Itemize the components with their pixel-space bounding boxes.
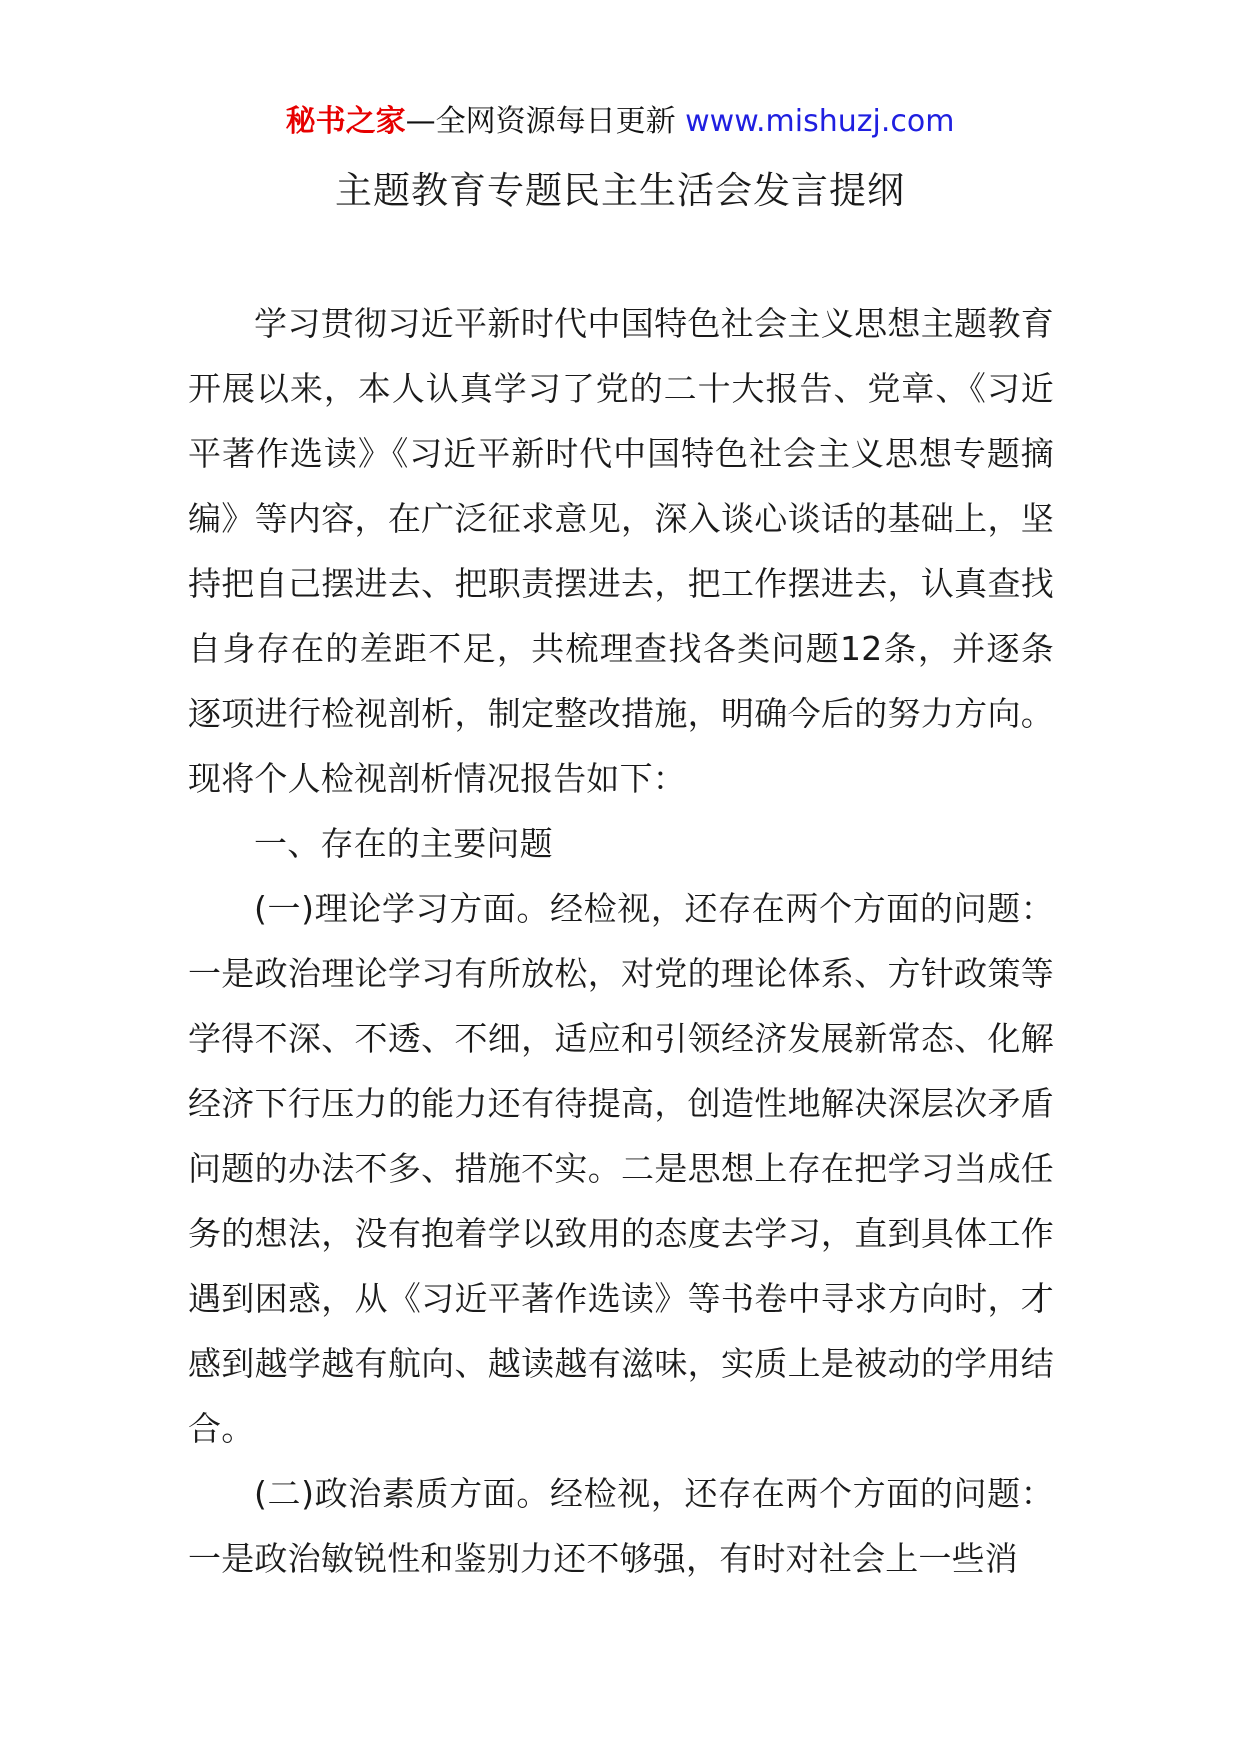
body-paragraph: (一)理论学习方面。经检视，还存在两个方面的问题：一是政治理论学习有所放松，对党的理论体系、方针政策等学得不深、不透、不细，适应和引领经济发展新常态、化解经济下行压力的能力还有待提高，创造性地解决深层次矛盾问题的办法不多、措施不实。二是思想上存在把学习当成任务的想法，没有抱着学以致用的态度去学习，直到具体工作遇到困惑，从《习近平著作选读》等书卷中寻求方向时，才感到越学越有航向、越读越有滋味，实质上是被动的学用结合。 [188, 889, 1054, 1448]
section-heading: 一、存在的主要问题 [254, 824, 553, 863]
site-header [0, 102, 1240, 142]
header-tagline: —全网资源每日更新 [405, 104, 676, 139]
intro-paragraph: 学习贯彻习近平新时代中国特色社会主义思想主题教育开展以来，本人认真学习了党的二十大报告、党章、《习近平著作选读》《习近平新时代中国特色社会主义思想专题摘编》等内容，在广泛征求意见，深入谈心谈话的基础上，坚持把自己摆进去、把职责摆进去，把工作摆进去，认真查找自身存在的差距不足，共梳理查找各类问题12条，并逐条逐项进行检视剖析，制定整改措施，明确今后的努力方向。现将个人检视剖析情况报告如下： [188, 304, 1054, 798]
site-url-link[interactable]: www.mishuzj.com [685, 104, 955, 139]
body-paragraph: (二)政治素质方面。经检视，还存在两个方面的问题：一是政治敏锐性和鉴别力还不够强，有时对社会上一些消 [188, 1474, 1054, 1578]
document-title: 主题教育专题民主生活会发言提纲 [335, 169, 905, 212]
document-body [188, 291, 1054, 1591]
brand-name: 秘书之家 [285, 104, 406, 139]
